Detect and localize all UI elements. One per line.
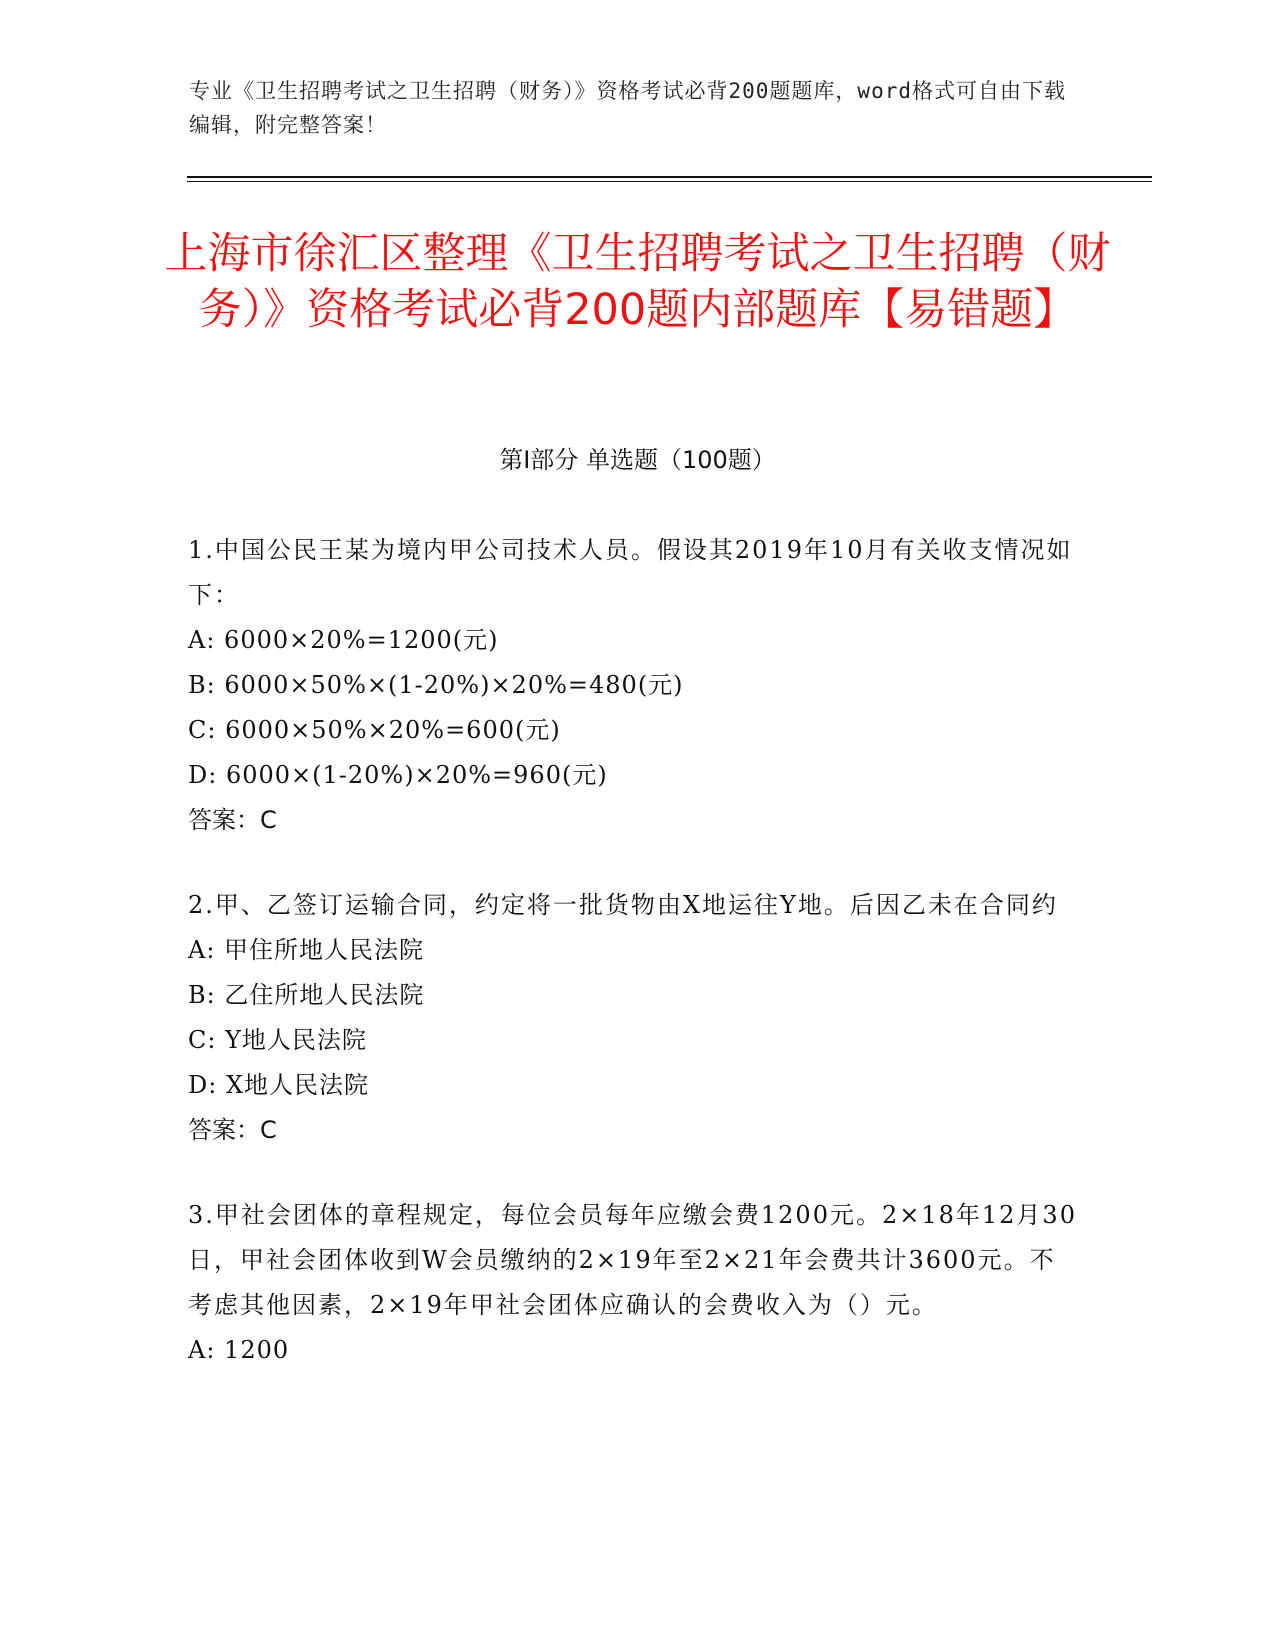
question-stem: 1.中国公民王某为境内甲公司技术人员。假设其2019年10月有关收支情况如下： bbox=[188, 536, 1073, 609]
question-option-c: C: 6000×50%×20%=600(元) bbox=[188, 716, 561, 744]
question-stem: 2.甲、乙签订运输合同，约定将一批货物由X地运往Y地。后因乙未在合同约 bbox=[188, 891, 1058, 919]
question-option-a: A: 1200 bbox=[188, 1336, 290, 1364]
question-option-d: D: X地人民法院 bbox=[188, 1071, 370, 1099]
part-heading: 第I部分 单选题（100题） bbox=[499, 446, 776, 474]
question-option-a: A: 6000×20%=1200(元) bbox=[188, 626, 499, 654]
question-answer: 答案：C bbox=[188, 1116, 277, 1144]
question-answer: 答案：C bbox=[188, 806, 277, 834]
question-option-b: B: 6000×50%×(1-20%)×20%=480(元) bbox=[188, 671, 684, 699]
document-title: 上海市徐汇区整理《卫生招聘考试之卫生招聘（财务）》资格考试必背200题内部题库【易错题】 bbox=[164, 229, 1111, 335]
header-divider-thick bbox=[187, 176, 1152, 178]
question-list bbox=[188, 528, 1078, 1413]
question-stem: 3.甲社会团体的章程规定，每位会员每年应缴会费1200元。2×18年12月30日，甲社会团体收到W会员缴纳的2×19年至2×21年会费共计3600元。不考虑其他因素，2×19年甲社会团体应确认的会费收入为（）元。 bbox=[188, 1201, 1077, 1319]
question-2 bbox=[188, 883, 1078, 1153]
question-option-c: C: Y地人民法院 bbox=[188, 1026, 367, 1054]
question-3 bbox=[188, 1193, 1078, 1373]
question-option-a: A: 甲住所地人民法院 bbox=[188, 936, 425, 964]
question-1 bbox=[188, 528, 1078, 843]
header-divider-thin bbox=[187, 181, 1152, 182]
document-header-note: 专业《卫生招聘考试之卫生招聘（财务）》资格考试必背200题题库，word格式可自由下载编辑，附完整答案！ bbox=[189, 79, 1066, 137]
question-option-d: D: 6000×(1-20%)×20%=960(元) bbox=[188, 761, 608, 789]
question-option-b: B: 乙住所地人民法院 bbox=[188, 981, 425, 1009]
